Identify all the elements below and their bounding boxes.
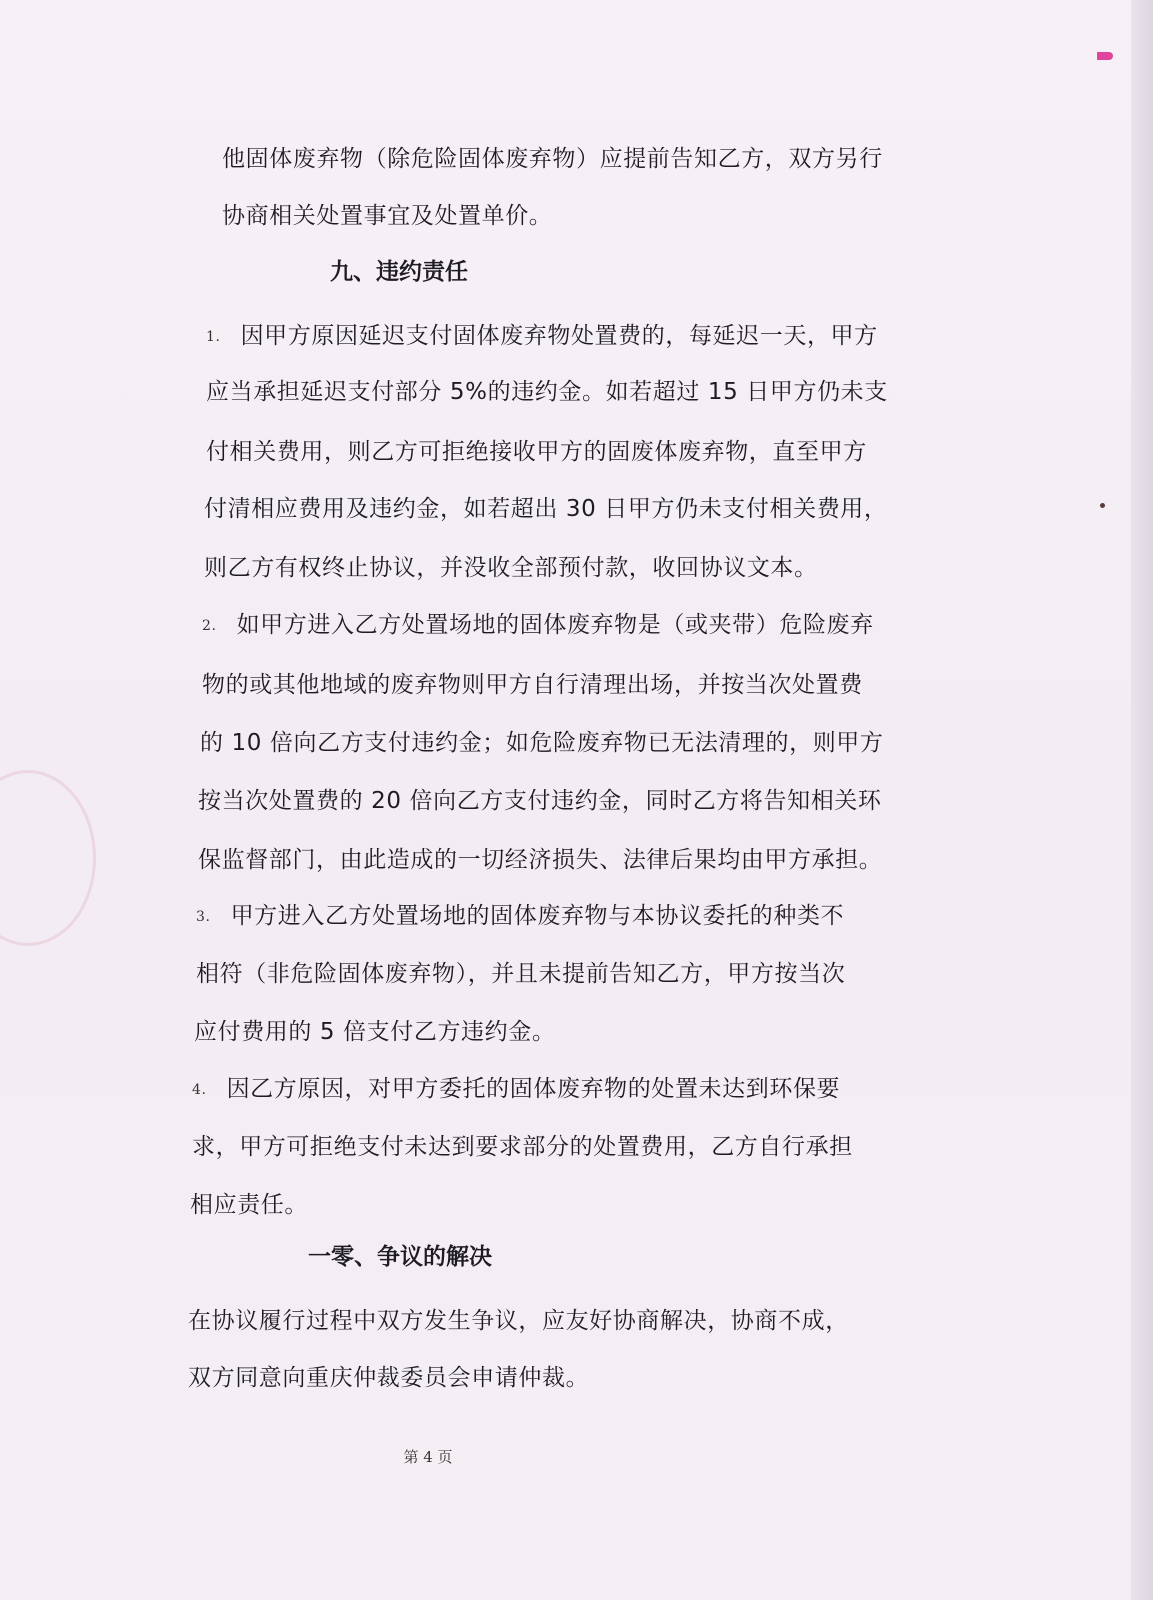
clause-line: 应当承担延迟支付部分 5%的违约金。如若超过 15 日甲方仍未支 [206,379,888,405]
clause-number: 1. [206,329,221,345]
clause-line: 保监督部门，由此造成的一切经济损失、法律后果均由甲方承担。 [198,847,883,873]
section-heading: 九、违约责任 [330,259,468,285]
clause-first-line [192,1073,840,1106]
clause-line: 应付费用的 5 倍支付乙方违约金。 [194,1019,556,1045]
pink-tab-mark [1097,52,1113,60]
clause-first-line [202,609,874,642]
ink-speck [1100,503,1105,508]
clause-first-line [206,320,878,353]
clause-line: 付清相应费用及违约金，如若超出 30 日甲方仍未支付相关费用， [204,496,888,522]
scan-edge [1131,0,1153,1600]
faded-stamp [0,770,96,946]
clause-line: 相符（非危险固体废弃物），并且未提前告知乙方，甲方按当次 [196,961,846,987]
paragraph-line: 双方同意向重庆仲裁委员会申请仲裁。 [188,1365,590,1391]
clause-line: 相应责任。 [190,1192,308,1218]
clause-line: 物的或其他地域的废弃物则甲方自行清理出场，并按当次处置费 [202,672,863,698]
clause-line: 按当次处置费的 20 倍向乙方支付违约金，同时乙方将告知相关环 [198,788,882,814]
continuation-line: 协商相关处置事宜及处置单价。 [222,203,553,229]
paragraph-line: 在协议履行过程中双方发生争议，应友好协商解决，协商不成， [188,1308,849,1334]
clause-line: 的 10 倍向乙方支付违约金；如危险废弃物已无法清理的，则甲方 [200,730,884,756]
clause-text: 因乙方原因，对甲方委托的固体废弃物的处置未达到环保要 [226,1076,841,1102]
section-heading: 一零、争议的解决 [308,1244,492,1270]
continuation-line: 他固体废弃物（除危险固体废弃物）应提前告知乙方，双方另行 [222,146,883,172]
clause-text: 因甲方原因延迟支付固体废弃物处置费的，每延迟一天，甲方 [240,323,878,349]
clause-number: 3. [196,909,211,925]
clause-line: 则乙方有权终止协议，并没收全部预付款，收回协议文本。 [204,555,818,581]
page-number: 第 4 页 [403,1448,453,1466]
clause-line: 求，甲方可拒绝支付未达到要求部分的处置费用，乙方自行承担 [192,1134,853,1160]
clause-text: 如甲方进入乙方处置场地的固体废弃物是（或夹带）危险废弃 [236,612,874,638]
clause-number: 2. [202,618,217,634]
clause-line: 付相关费用，则乙方可拒绝接收甲方的固废体废弃物，直至甲方 [206,439,867,465]
clause-first-line [196,900,844,933]
clause-number: 4. [192,1082,207,1098]
clause-text: 甲方进入乙方处置场地的固体废弃物与本协议委托的种类不 [230,903,845,929]
